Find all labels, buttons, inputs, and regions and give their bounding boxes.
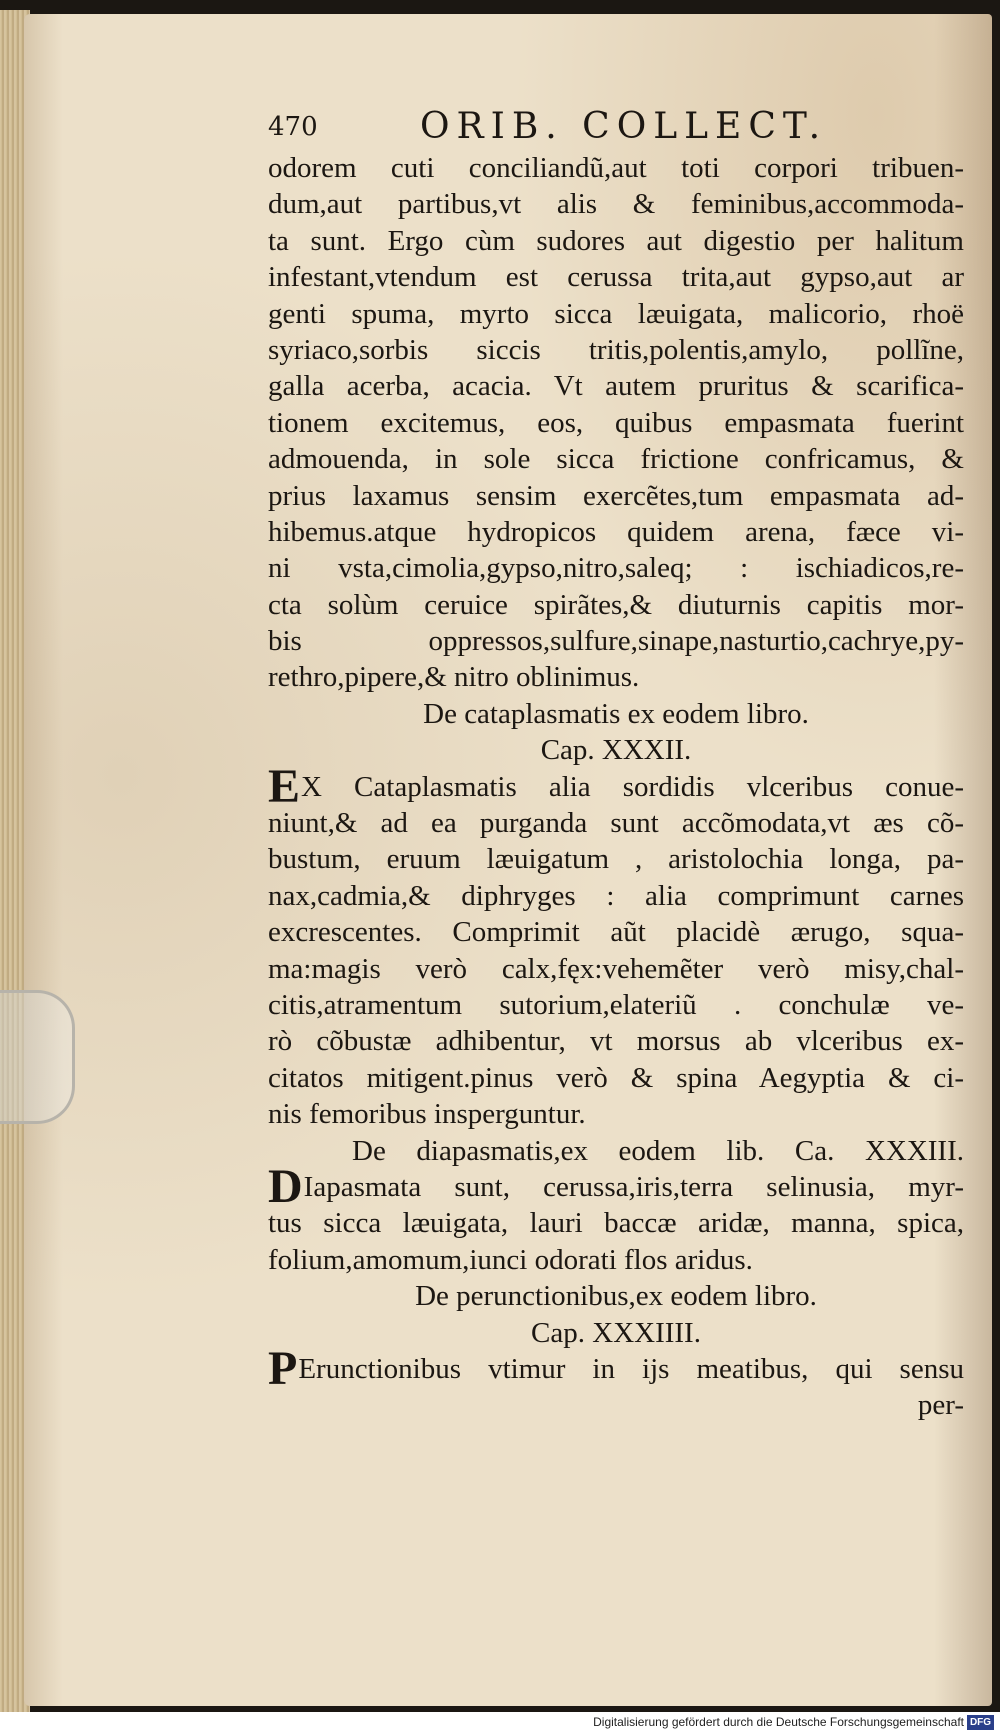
section-heading: De cataplasmatis ex eodem libro. bbox=[423, 697, 809, 730]
text-line: niunt,& ad ea purganda sunt accõmodata,vt æs cõ- bbox=[268, 807, 964, 840]
text-line: admouenda, in sole sicca frictione confricamus, & bbox=[268, 443, 964, 476]
section-34 bbox=[268, 1278, 964, 1424]
text-line-with-initial bbox=[268, 759, 964, 813]
section-33 bbox=[268, 1133, 964, 1279]
text-line: tionem excitemus, eos, quibus empasmata fuerint bbox=[268, 406, 964, 439]
section-heading: De perunctionibus,ex eodem libro. bbox=[415, 1280, 817, 1313]
text-line: rò cõbustæ adhibentur, vt morsus ab vlceribus ex- bbox=[268, 1025, 964, 1058]
text-line: citis,atramentum sutorium,elateriũ . conchulæ ve- bbox=[268, 988, 964, 1021]
text-line: ta sunt. Ergo cùm sudores aut digestio per halitum bbox=[268, 224, 964, 257]
drop-initial: E bbox=[268, 759, 301, 813]
text-line: infestant,vtendum est cerussa trita,aut gypso,aut ar bbox=[268, 261, 964, 294]
text-line: nax,cadmia,& diphryges : alia comprimunt carnes bbox=[268, 879, 964, 912]
page-number: 470 bbox=[268, 112, 318, 142]
text-line: X Cataplasmatis alia sordidis vlceribus conue- bbox=[301, 770, 964, 803]
text-line: cta solùm ceruice spirãtes,& diuturnis capitis mor- bbox=[268, 588, 964, 621]
text-line-with-initial bbox=[268, 1159, 964, 1213]
text-line: nis femoribus insperguntur. bbox=[268, 1098, 586, 1131]
text-line: ni vsta,cimolia,gypso,nitro,saleq; : ischiadicos,re- bbox=[268, 552, 964, 585]
text-line: bis oppressos,sulfure,sinape,nasturtio,cachrye,py- bbox=[268, 625, 964, 658]
text-line: citatos mitigent.pinus verò & spina Aegyptia & ci- bbox=[268, 1061, 964, 1094]
chapter-number: Cap. XXXIIII. bbox=[531, 1316, 701, 1349]
digitization-footer bbox=[0, 1712, 1000, 1735]
page-clip bbox=[0, 990, 75, 1124]
running-head bbox=[268, 106, 964, 150]
page-content bbox=[268, 106, 964, 1424]
text-line: galla acerba, acacia. Vt autem pruritus & scarifica- bbox=[268, 370, 964, 403]
chapter-number: Cap. XXXII. bbox=[540, 734, 692, 767]
running-title: ORIB. COLLECT. bbox=[420, 106, 828, 147]
text-line: Iapasmata sunt, cerussa,iris,terra selinusia, myr- bbox=[303, 1170, 964, 1203]
text-line: genti spuma, myrto sicca læuigata, malicorio, rhoë bbox=[268, 297, 964, 330]
text-line: tus sicca læuigata, lauri baccæ aridæ, manna, spica, bbox=[268, 1207, 964, 1240]
text-line: ma:magis verò calx,fęx:vehemẽter verò misy,chal- bbox=[268, 952, 964, 985]
catchword: per- bbox=[917, 1389, 964, 1422]
text-line: hibemus.atque hydropicos quidem arena, fæce vi- bbox=[268, 515, 964, 548]
text-line: dum,aut partibus,vt alis & feminibus,accommoda- bbox=[268, 188, 964, 221]
drop-initial: P bbox=[268, 1341, 298, 1395]
drop-initial: D bbox=[268, 1159, 303, 1213]
footer-credit: Digitalisierung gefördert durch die Deutsche Forschungsgemeinschaft bbox=[593, 1715, 964, 1729]
text-line: prius laxamus sensim exercẽtes,tum empasmata ad- bbox=[268, 479, 964, 512]
text-line: bustum, eruum læuigatum , aristolochia longa, pa- bbox=[268, 843, 964, 876]
section-heading: De diapasmatis,ex eodem lib. Ca. XXXIII. bbox=[352, 1134, 964, 1167]
text-line: excrescentes. Comprimit aũt placidè ærugo, squa- bbox=[268, 916, 964, 949]
text-line-with-initial bbox=[268, 1341, 964, 1395]
text-line: rethro,pipere,& nitro oblinimus. bbox=[268, 661, 640, 694]
text-line: folium,amomum,iunci odorati flos aridus. bbox=[268, 1243, 753, 1276]
body-text-section31 bbox=[268, 150, 964, 696]
dfg-logo: DFG bbox=[967, 1715, 994, 1730]
section-32 bbox=[268, 696, 964, 1133]
text-line: Erunctionibus vtimur in ijs meatibus, qui sensu bbox=[298, 1352, 964, 1385]
text-line: syriaco,sorbis siccis tritis,polentis,amylo, pollĩne, bbox=[268, 333, 964, 366]
text-line: odorem cuti conciliandũ,aut toti corpori tribuen- bbox=[268, 152, 964, 184]
